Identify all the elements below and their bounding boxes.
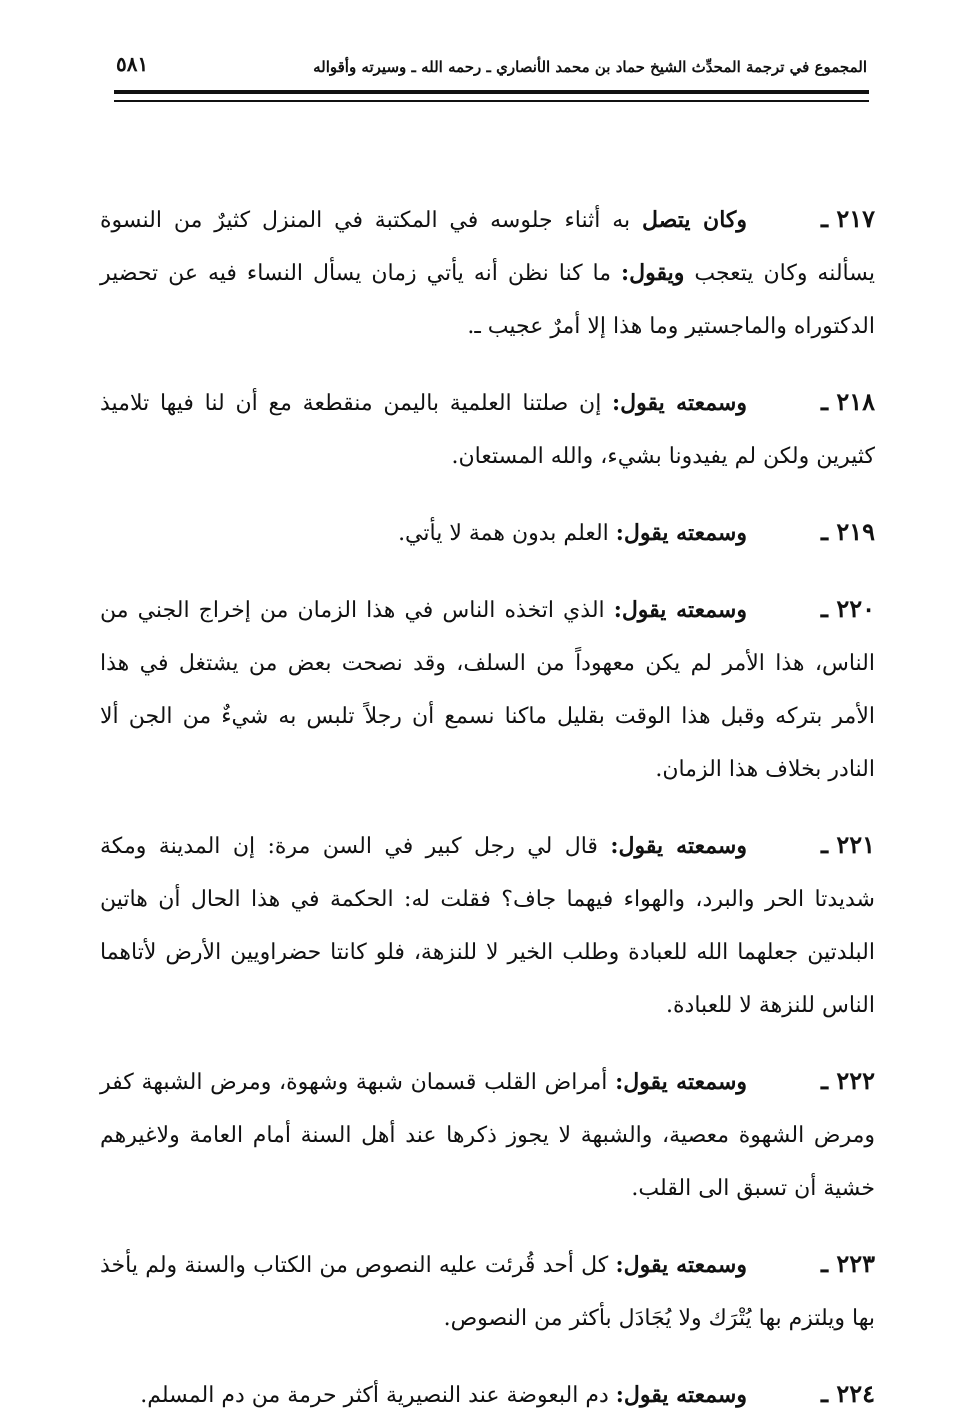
page-number: ٥٨١ <box>116 52 149 76</box>
entry-lead: وسمعته يقول: <box>615 1252 747 1278</box>
running-header <box>112 36 867 76</box>
entry-text: أمراض القلب قسمان شبهة وشهوة، ومرض الشبهة كفر ومرض الشهوة معصية، والشبهة لا يجوز ذكرها عند أهل السنة أمام العامة ولاغيرهم خشية أن تسبق الى القلب. <box>100 1070 875 1201</box>
entry-text: دم البعوضة عند النصيرية أكثر حرمة من دم المسلم. <box>140 1383 616 1408</box>
entry-number: ٢١٧ ـ <box>820 204 875 233</box>
entry-221 <box>100 818 875 1032</box>
entry-text: قال لي رجل كبير في السن مرة: إن المدينة ومكة شديدتا الحر والبرد، والهواء فيهما جاف؟ فقلت له: الحكمة في هذا الحال أن هاتين البلدتين جعلهما الله للعبادة وطلب الخير لا للنزهة، فلو كانتا حضراويين الأرض لأتاهما الناس للنزهة لا للعبادة. <box>100 834 875 1018</box>
entry-lead: وسمعته يقول: <box>613 597 747 623</box>
header-rule-thick <box>114 90 869 94</box>
entry-text-continued: ما كنا نظن أنه يأتي زمان يسأل النساء فيه عن تحضير الدكتوراه والماجستير وما هذا إلا أمرٌ عجيب ـ. <box>100 261 875 339</box>
entry-number: ٢٢٤ ـ <box>820 1379 875 1408</box>
entry-218 <box>100 375 875 483</box>
header-rule-thin <box>114 100 869 102</box>
entry-number: ٢٢٢ ـ <box>820 1066 875 1095</box>
entry-lead: وسمعته يقول: <box>615 1069 747 1095</box>
page-content <box>100 170 875 1428</box>
entry-lead: وكان يتصل <box>642 207 747 233</box>
entry-lead: وسمعته يقول: <box>615 520 747 546</box>
entry-lead: وسمعته يقول: <box>615 1382 747 1408</box>
entry-number: ٢٢٠ ـ <box>820 594 875 623</box>
entry-number: ٢٢٣ ـ <box>820 1249 875 1278</box>
entry-number: ٢١٩ ـ <box>820 517 875 546</box>
entry-219 <box>100 505 875 560</box>
running-title: المجموع في ترجمة المحدِّث الشيخ حماد بن محمد الأنصاري ـ رحمه الله ـ وسيرته وأقواله <box>313 58 867 76</box>
entry-223 <box>100 1237 875 1345</box>
entry-text: به أثناء جلوسه في المكتبة في المنزل كثيرٌ من النسوة يسألنه وكان يتعجب <box>100 208 875 286</box>
entry-text: الذي اتخذه الناس في هذا الزمان من إخراج الجني من الناس، هذا الأمر لم يكن معهوداً من السلف، وقد نصحت بعض من يشتغل في هذا الأمر بتركه وقبل هذا الوقت بقليل ماكنا نسمع أن رجلاً تلبس به شيءٌ من الجن ألا النادر بخلاف هذا الزمان. <box>100 598 875 782</box>
entry-text: إن صلتنا العلمية باليمن منقطعة مع أن لنا فيها تلاميذ كثيرين ولكن لم يفيدونا بشيء، والله المستعان. <box>100 391 875 469</box>
entry-lead: وسمعته يقول: <box>610 833 747 859</box>
entry-217 <box>100 192 875 353</box>
entry-speech-verb: ويقول: <box>621 260 685 286</box>
entry-number: ٢١٨ ـ <box>820 387 875 416</box>
entry-number: ٢٢١ ـ <box>820 830 875 859</box>
entry-224 <box>100 1367 875 1422</box>
entry-222 <box>100 1054 875 1215</box>
entry-220 <box>100 582 875 796</box>
entry-text: العلم بدون همة لا يأتي. <box>398 521 616 546</box>
entry-lead: وسمعته يقول: <box>612 390 747 416</box>
entry-text: كل أحد قُرئت عليه النصوص من الكتاب والسنة ولم يأخذ بها ويلتزم بها يُتْرَك ولا يُجَادَل بأكثر من النصوص. <box>100 1253 875 1331</box>
